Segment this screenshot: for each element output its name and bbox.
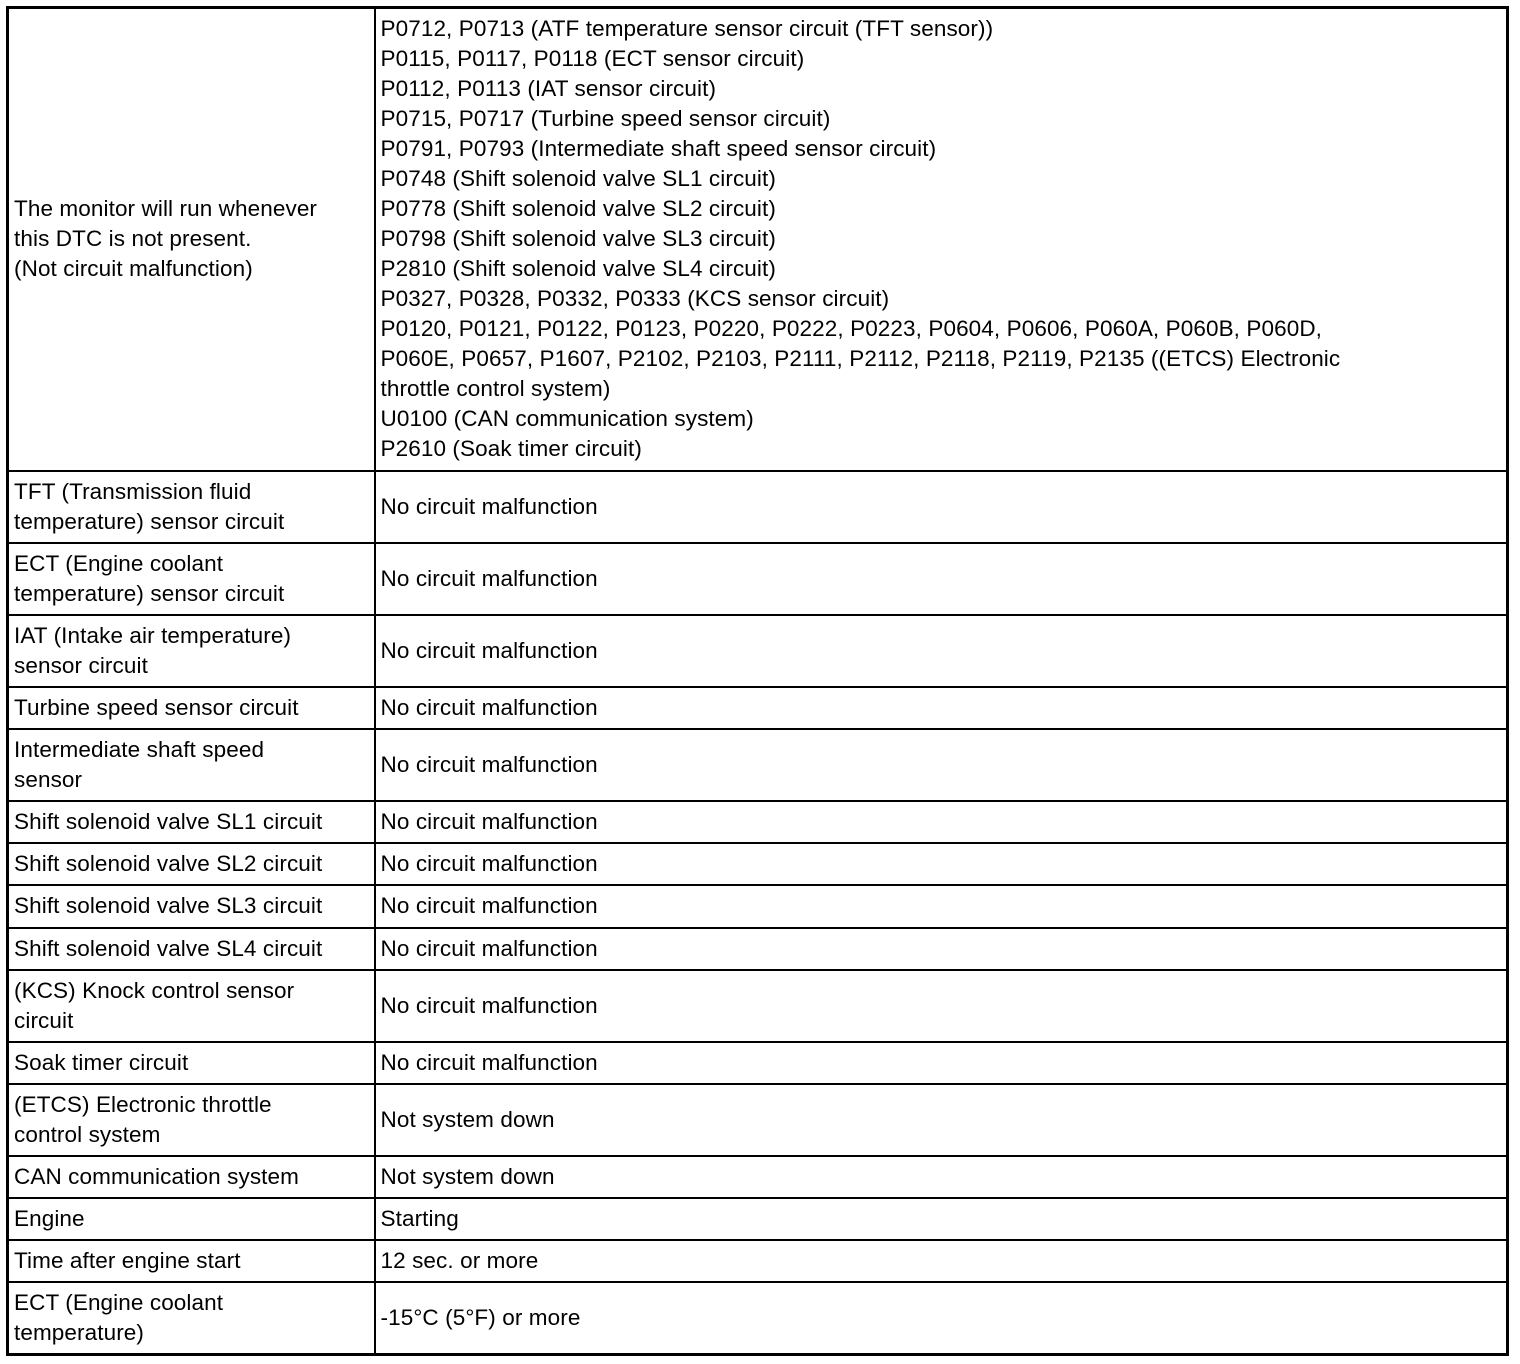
condition-label-line: Shift solenoid valve SL2 circuit — [14, 851, 323, 877]
condition-label-line: control system — [14, 1121, 161, 1147]
condition-value-cell — [375, 885, 1508, 927]
table-row — [8, 471, 1508, 543]
condition-label-line: ECT (Engine coolant — [14, 1290, 224, 1316]
condition-label-cell — [8, 928, 375, 970]
condition-label-line: Soak timer circuit — [14, 1049, 189, 1075]
condition-label-cell — [8, 843, 375, 885]
dtc-list-cell — [375, 8, 1508, 471]
table-row — [8, 1198, 1508, 1240]
condition-value-cell — [375, 1282, 1508, 1354]
condition-label-cell — [8, 1240, 375, 1282]
condition-value-cell — [375, 1240, 1508, 1282]
dtc-line: throttle control system) — [380, 376, 611, 402]
condition-label-line: sensor — [14, 767, 83, 793]
condition-label-line: Shift solenoid valve SL4 circuit — [14, 935, 323, 961]
dtc-line: P0798 (Shift solenoid valve SL3 circuit) — [380, 226, 776, 252]
table-row — [8, 1282, 1508, 1354]
condition-value: No circuit malfunction — [380, 992, 598, 1018]
condition-label-cell — [8, 615, 375, 687]
condition-value: No circuit malfunction — [380, 851, 598, 877]
condition-value-cell — [375, 615, 1508, 687]
condition-label-line: Time after engine start — [14, 1248, 241, 1274]
condition-label-line: ECT (Engine coolant — [14, 550, 224, 576]
dtc-line: P0112, P0113 (IAT sensor circuit) — [380, 76, 717, 102]
dtc-line: P0778 (Shift solenoid valve SL2 circuit) — [380, 196, 776, 222]
condition-label-line: sensor circuit — [14, 652, 148, 678]
table-row — [8, 615, 1508, 687]
condition-label-line: IAT (Intake air temperature) — [14, 622, 292, 648]
condition-label-cell — [8, 1156, 375, 1198]
dtc-line: P0748 (Shift solenoid valve SL1 circuit) — [380, 166, 776, 192]
table-row — [8, 970, 1508, 1042]
condition-value-cell — [375, 543, 1508, 615]
condition-value: No circuit malfunction — [380, 565, 598, 591]
condition-label-line: Intermediate shaft speed — [14, 737, 265, 763]
condition-label-line: Engine — [14, 1206, 85, 1232]
condition-label-line: Turbine speed sensor circuit — [14, 695, 299, 721]
table-row — [8, 8, 1508, 471]
table-row — [8, 801, 1508, 843]
condition-label-line: The monitor will run whenever — [14, 196, 318, 222]
table-row — [8, 1156, 1508, 1198]
condition-value: Not system down — [380, 1106, 555, 1132]
condition-value-cell — [375, 1156, 1508, 1198]
table-row — [8, 1084, 1508, 1156]
table-row — [8, 885, 1508, 927]
dtc-line: P2610 (Soak timer circuit) — [380, 436, 642, 462]
condition-label-line: this DTC is not present. — [14, 226, 252, 252]
condition-label-line: Shift solenoid valve SL1 circuit — [14, 809, 323, 835]
condition-label-cell — [8, 729, 375, 801]
condition-value: No circuit malfunction — [380, 637, 598, 663]
condition-label-cell — [8, 471, 375, 543]
table-row — [8, 687, 1508, 729]
dtc-line: P0120, P0121, P0122, P0123, P0220, P0222, P0223, P0604, P0606, P060A, P060B, P060D, — [380, 316, 1323, 342]
condition-label-line: temperature) sensor circuit — [14, 508, 285, 534]
monitor-conditions-table — [6, 6, 1509, 1356]
table-row — [8, 543, 1508, 615]
condition-value-cell — [375, 471, 1508, 543]
condition-label-line: Shift solenoid valve SL3 circuit — [14, 893, 323, 919]
condition-label-cell — [8, 687, 375, 729]
condition-label-line: temperature) sensor circuit — [14, 580, 285, 606]
dtc-line: P0327, P0328, P0332, P0333 (KCS sensor circuit) — [380, 286, 890, 312]
condition-label-line: (ETCS) Electronic throttle — [14, 1091, 272, 1117]
condition-value: Not system down — [380, 1164, 555, 1190]
dtc-line: P0115, P0117, P0118 (ECT sensor circuit) — [380, 46, 805, 72]
condition-label-cell — [8, 885, 375, 927]
condition-value: -15°C (5°F) or more — [380, 1305, 581, 1331]
condition-value: No circuit malfunction — [380, 1049, 598, 1075]
condition-value-cell — [375, 801, 1508, 843]
condition-value-cell — [375, 687, 1508, 729]
condition-value: No circuit malfunction — [380, 752, 598, 778]
dtc-line: P060E, P0657, P1607, P2102, P2103, P2111, P2112, P2118, P2119, P2135 ((ETCS) Electronic — [380, 346, 1341, 372]
condition-label-cell — [8, 1198, 375, 1240]
table-row — [8, 843, 1508, 885]
condition-label-line: (KCS) Knock control sensor — [14, 977, 295, 1003]
condition-label-line: circuit — [14, 1007, 74, 1033]
condition-value: No circuit malfunction — [380, 935, 598, 961]
condition-value: No circuit malfunction — [380, 809, 598, 835]
table-row — [8, 1042, 1508, 1084]
condition-value: No circuit malfunction — [380, 695, 598, 721]
table-row — [8, 729, 1508, 801]
condition-value: 12 sec. or more — [380, 1248, 539, 1274]
condition-value-cell — [375, 729, 1508, 801]
condition-label-line: TFT (Transmission fluid — [14, 478, 252, 504]
condition-value-cell — [375, 1084, 1508, 1156]
condition-value: No circuit malfunction — [380, 493, 598, 519]
condition-label-cell — [8, 8, 375, 471]
dtc-line: P0712, P0713 (ATF temperature sensor circuit (TFT sensor)) — [380, 16, 994, 42]
condition-label-line: CAN communication system — [14, 1164, 299, 1190]
condition-value-cell — [375, 1198, 1508, 1240]
condition-value-cell — [375, 1042, 1508, 1084]
dtc-line: U0100 (CAN communication system) — [380, 406, 754, 432]
table-row — [8, 1240, 1508, 1282]
condition-label-cell — [8, 801, 375, 843]
dtc-line: P0791, P0793 (Intermediate shaft speed sensor circuit) — [380, 136, 937, 162]
condition-label-cell — [8, 1282, 375, 1354]
condition-value: Starting — [380, 1206, 459, 1232]
condition-label-line: temperature) — [14, 1320, 145, 1346]
table-row — [8, 928, 1508, 970]
condition-value: No circuit malfunction — [380, 893, 598, 919]
condition-label-cell — [8, 1042, 375, 1084]
condition-label-cell — [8, 970, 375, 1042]
condition-value-cell — [375, 928, 1508, 970]
dtc-line: P2810 (Shift solenoid valve SL4 circuit) — [380, 256, 776, 282]
condition-value-cell — [375, 970, 1508, 1042]
condition-label-cell — [8, 1084, 375, 1156]
condition-label-line: (Not circuit malfunction) — [14, 256, 253, 282]
condition-value-cell — [375, 843, 1508, 885]
condition-label-cell — [8, 543, 375, 615]
dtc-line: P0715, P0717 (Turbine speed sensor circuit) — [380, 106, 831, 132]
